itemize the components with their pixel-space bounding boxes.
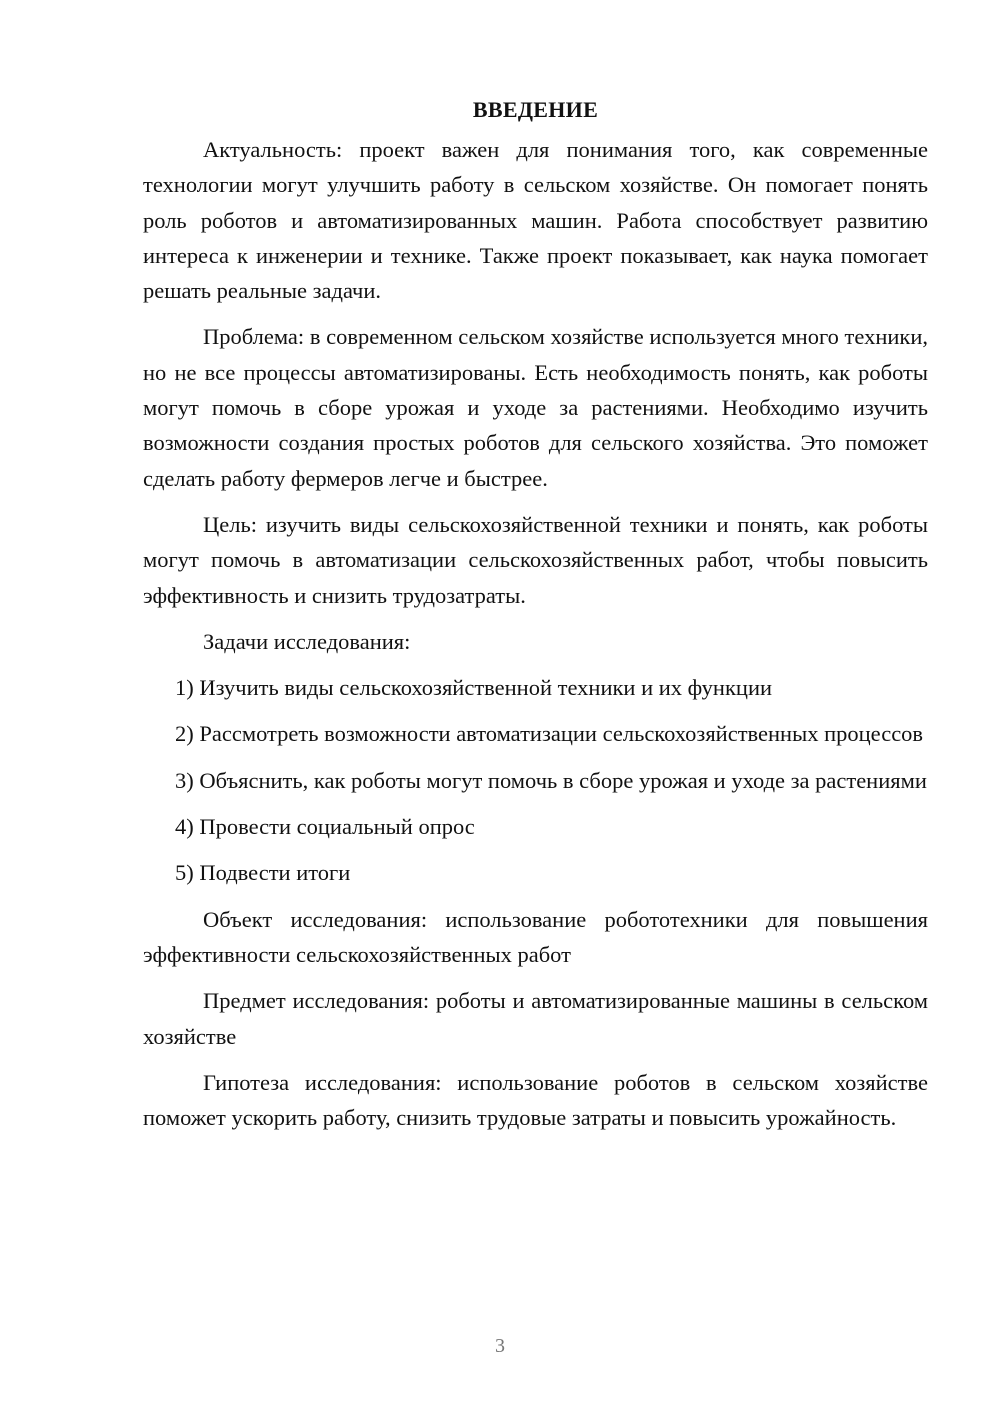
task-item: 2) Рассмотреть возможности автоматизации сельскохозяйственных процессов — [175, 721, 924, 747]
task-item: 5) Подвести итоги — [175, 860, 351, 886]
tasks-list — [143, 670, 928, 890]
hypothesis-paragraph: Гипотеза исследования: использование роботов в сельском хозяйстве поможет ускорить работу, снизить трудовые затраты и повысить урожайность. — [143, 1069, 928, 1131]
task-item: 1) Изучить виды сельскохозяйственной техники и их функции — [175, 675, 773, 701]
task-item: 3) Объяснить, как роботы могут помочь в сборе урожая и уходе за растениями — [175, 767, 927, 793]
goal-paragraph: Цель: изучить виды сельскохозяйственной техники и понять, как роботы могут помочь в автоматизации сельскохозяйственных работ, чтобы повысить эффективность и снизить трудозатраты. — [143, 511, 928, 608]
problem-paragraph: Проблема: в современном сельском хозяйстве используется много техники, но не все процессы автоматизированы. Есть необходимость понять, как роботы могут помочь в сборе урожая и уходе за растениями. Необходимо изучить возможности создания простых роботов для сельского хозяйства. Это поможет сделать работу фермеров легче и быстрее. — [143, 324, 928, 491]
tasks-heading: Задачи исследования: — [203, 628, 411, 654]
task-item: 4) Провести социальный опрос — [175, 814, 475, 840]
page-content — [143, 92, 928, 1146]
page-number: 3 — [495, 1335, 505, 1357]
relevance-paragraph: Актуальность: проект важен для понимания того, как современные технологии могут улучшить работу в сельском хозяйстве. Он помогает понять роль роботов и автоматизированных машин. Работа способствует развитию интереса к инженерии и технике. Также проект показывает, как наука помогает решать реальные задачи. — [143, 137, 928, 304]
object-paragraph: Объект исследования: использование робототехники для повышения эффективности сельскохозяйственных работ — [143, 906, 928, 967]
subject-paragraph: Предмет исследования: роботы и автоматизированные машины в сельском хозяйстве — [143, 988, 928, 1049]
page-title: ВВЕДЕНИЕ — [472, 97, 599, 122]
